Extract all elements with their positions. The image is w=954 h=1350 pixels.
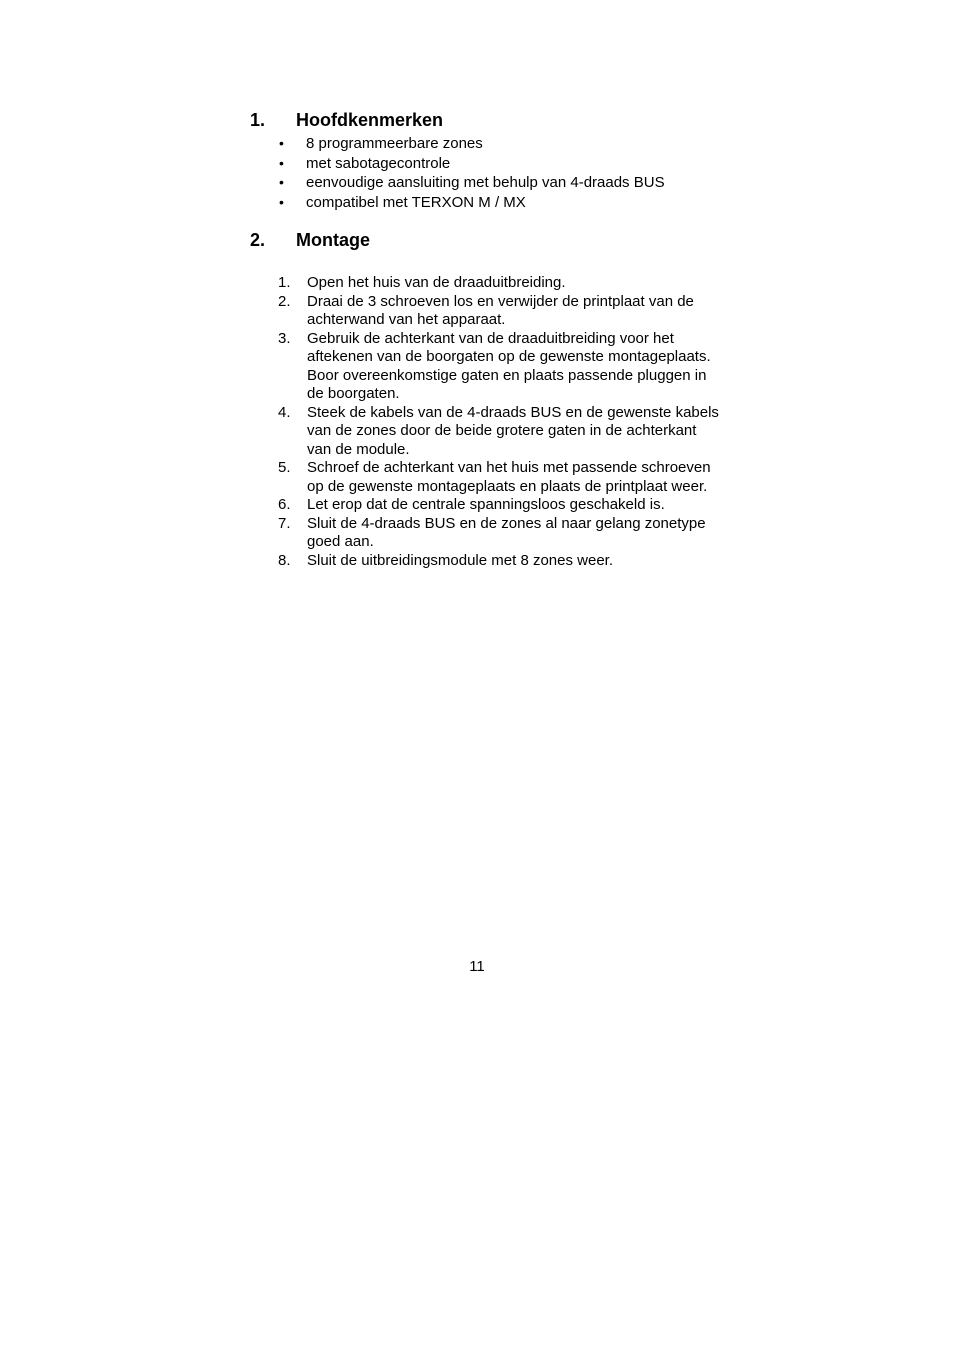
step-item	[250, 293, 720, 330]
section-title: Hoofdkenmerken	[296, 110, 444, 130]
list-item	[250, 134, 720, 154]
step-number: 4.	[278, 403, 291, 421]
section-number: 2.	[250, 230, 266, 250]
section-heading-hoofdkenmerken	[250, 108, 720, 132]
installation-steps	[250, 274, 720, 570]
bullet-icon: •	[279, 154, 284, 171]
step-text: Open het huis van de draaduitbreiding.	[307, 274, 566, 291]
step-item	[250, 274, 720, 293]
step-text: Gebruik de achterkant van de draaduitbreiding voor het aftekenen van de boorgaten op de gewenste montageplaats. Boor overeenkomstige gaten en plaats passende pluggen in de boorgaten.	[307, 329, 711, 402]
section-number: 1.	[250, 110, 266, 130]
step-item	[250, 404, 720, 460]
document-body	[250, 108, 720, 570]
list-item-text: compatibel met TERXON M / MX	[306, 193, 526, 211]
bullet-icon: •	[279, 135, 284, 151]
step-item	[250, 496, 720, 515]
step-number: 3.	[278, 329, 291, 347]
step-text: Steek de kabels van de 4-draads BUS en de gewenste kabels van de zones door de beide grotere gaten in de achterkant van de module.	[307, 403, 719, 458]
step-number: 2.	[278, 292, 291, 310]
list-item-text: met sabotagecontrole	[306, 154, 451, 172]
step-number: 1.	[278, 274, 291, 291]
step-number: 5.	[278, 459, 291, 476]
section-title: Montage	[296, 230, 370, 250]
bullet-icon: •	[279, 193, 284, 210]
step-text: Sluit de 4-draads BUS en de zones al naar gelang zonetype goed aan.	[307, 514, 706, 550]
section-heading-montage	[250, 228, 720, 252]
step-number: 8.	[278, 551, 291, 569]
step-item	[250, 552, 720, 571]
step-number: 7.	[278, 514, 291, 532]
list-item	[250, 173, 720, 193]
list-item	[250, 154, 720, 174]
feature-list	[250, 134, 720, 212]
list-item	[250, 193, 720, 213]
bullet-icon: •	[279, 174, 284, 190]
step-text: Draai de 3 schroeven los en verwijder de printplaat van de achterwand van het apparaat.	[307, 292, 694, 328]
step-text: Schroef de achterkant van het huis met passende schroeven op de gewenste montageplaats en plaats de printplaat weer.	[307, 459, 711, 495]
step-number: 6.	[278, 496, 291, 513]
page-number: 11	[469, 958, 485, 975]
list-item-text: 8 programmeerbare zones	[306, 135, 483, 152]
step-text: Sluit de uitbreidingsmodule met 8 zones weer.	[307, 551, 614, 569]
list-item-text: eenvoudige aansluiting met behulp van 4-draads BUS	[306, 174, 665, 191]
step-item	[250, 459, 720, 496]
step-text: Let erop dat de centrale spanningsloos geschakeld is.	[307, 496, 665, 513]
step-item	[250, 515, 720, 552]
step-item	[250, 330, 720, 404]
